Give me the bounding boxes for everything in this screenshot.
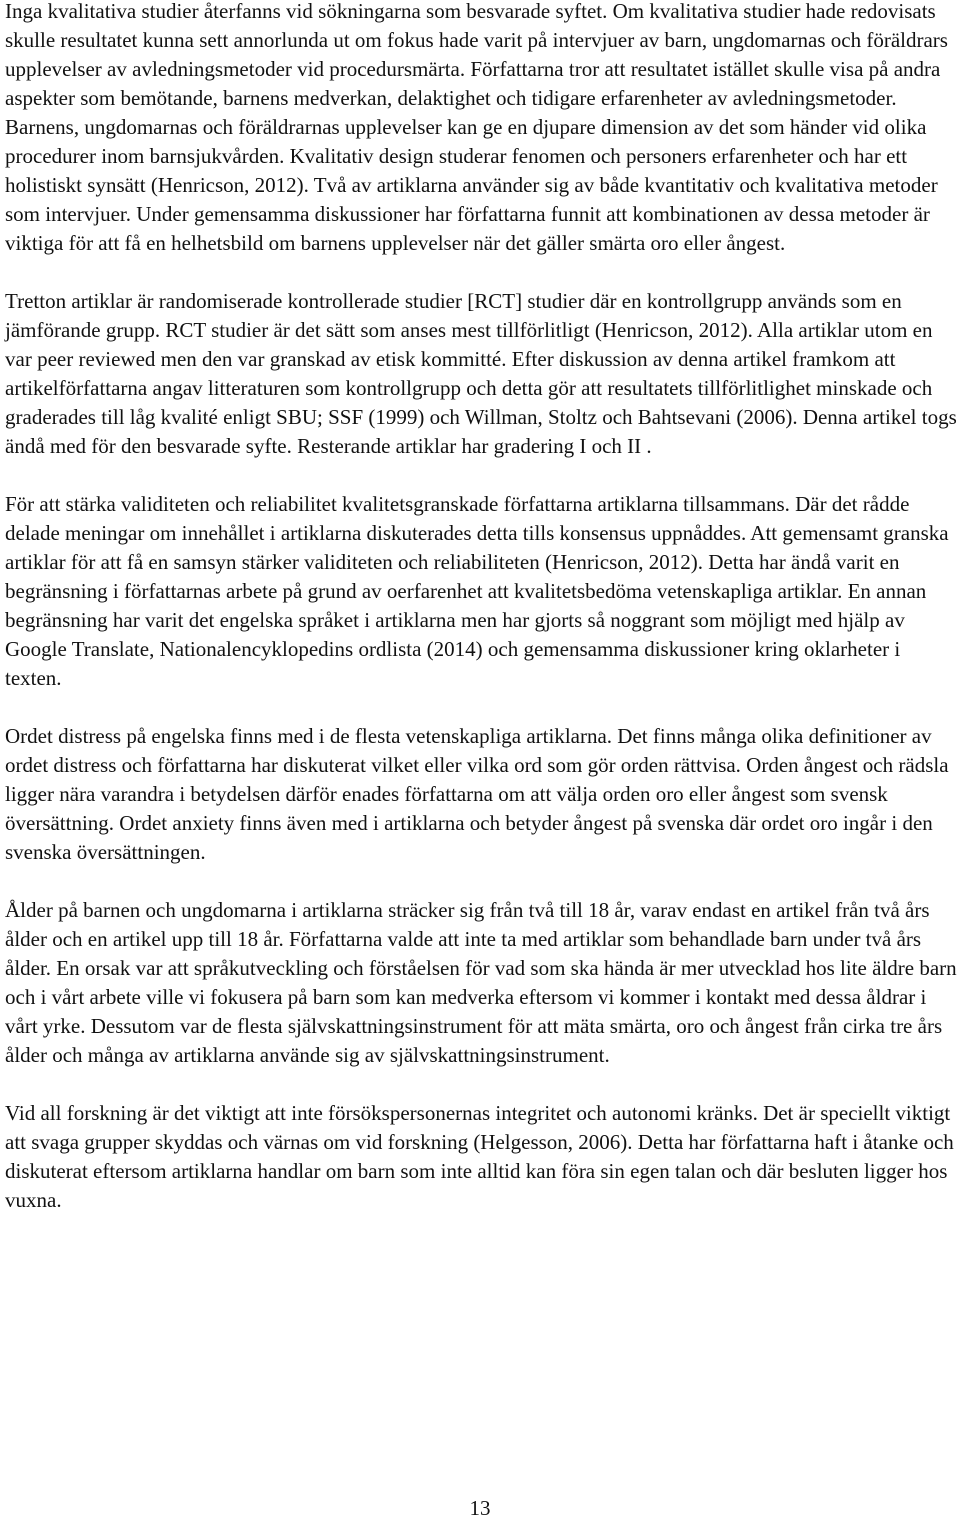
document-body <box>5 0 960 1244</box>
paragraph-distress-term: Ordet distress på engelska finns med i de flesta vetenskapliga artiklarna. Det finns många olika definitioner av ordet distress och författarna har diskuterat vilket eller vilka ord som gör orden rättvisa. Orden ångest och rädsla ligger nära varandra i betydelsen därför enades författarna om att välja orden oro eller ångest som svensk översättning. Ordet anxiety finns även med i artiklarna och betyder ångest på svenska där ordet oro ingår i den svenska översättningen. <box>5 724 949 864</box>
paragraph-rct-studies: Tretton artiklar är randomiserade kontrollerade studier [RCT] studier där en kontrollgrupp används som en jämförande grupp. RCT studier är det sätt som anses mest tillförlitligt (Henricson, 2012). Alla artiklar utom en var peer reviewed men den var granskad av etisk kommitté. Efter diskussion av denna artikel framkom att artikelförfattarna angav litteraturen som kontrollgrupp och detta gör att resultatets tillförlitlighet minskade och graderades till låg kvalité enligt SBU; SSF (1999) och Willman, Stoltz och Bahtsevani (2006). Denna artikel togs ändå med för den besvarade syfte. Resterande artiklar har gradering I och II . <box>5 289 957 458</box>
page-number: 13 <box>469 1496 491 1520</box>
paragraph-validity-reliability: För att stärka validiteten och reliabilitet kvalitetsgranskade författarna artiklarna tillsammans. Där det rådde delade meningar om innehållet i artiklarna diskuterades detta tills konsensus uppnåddes. Att gemensamt granska artiklar för att få en samsyn stärker validiteten och reliabiliteten (Henricson, 2012). Detta har ändå varit en begränsning i författarnas arbete på grund av oerfarenhet att kvalitetsbedöma vetenskapliga artiklar. En annan begränsning har varit det engelska språket i artiklarna men har gjorts så noggrant som möjligt med hjälp av Google Translate, Nationalencyklopedins ordlista (2014) och gemensamma diskussioner kring oklarheter i texten. <box>5 492 949 690</box>
paragraph-qualitative-studies: Inga kvalitativa studier återfanns vid sökningarna som besvarade syftet. Om kvalitativa studier hade redovisats skulle resultatet kunna sett annorlunda ut om fokus hade varit på intervjuer av barn, ungdomarnas och föräldrars upplevelser av avledningsmetoder vid procedursmärta. Författarna tror att resultatet istället skulle visa på andra aspekter som bemötande, barnens medverkan, delaktighet och tidigare erfarenheter av avledningsmetoder. Barnens, ungdomarnas och föräldrarnas upplevelser kan ge en djupare dimension av det som händer vid olika procedurer inom barnsjukvården. Kvalitativ design studerar fenomen och personers erfarenheter och har ett holistiskt synsätt (Henricson, 2012). Två av artiklarna använder sig av både kvantitativ och kvalitativa metoder som intervjuer. Under gemensamma diskussioner har författarna funnit att kombinationen av dessa metoder är viktiga för att få en helhetsbild om barnens upplevelser när det gäller smärta oro eller ångest. <box>5 0 948 255</box>
paragraph-research-ethics: Vid all forskning är det viktigt att inte försökspersonernas integritet och autonomi kränks. Det är speciellt viktigt att svaga grupper skyddas och värnas om vid forskning (Helgesson, 2006). Detta har författarna haft i åtanke och diskuterat eftersom artiklarna handlar om barn som inte alltid kan föra sin egen talan och där besluten ligger hos vuxna. <box>5 1101 954 1212</box>
paragraph-age-range: Ålder på barnen och ungdomarna i artiklarna sträcker sig från två till 18 år, varav endast en artikel från två års ålder och en artikel upp till 18 år. Författarna valde att inte ta med artiklar som behandlade barn under två års ålder. En orsak var att språkutveckling och förståelsen för vad som ska hända är mer utvecklad hos lite äldre barn och i vårt arbete ville vi fokusera på barn som kan medverka eftersom vi kommer i kontakt med dessa åldrar i vårt yrke. Dessutom var de flesta självskattningsinstrument för att mäta smärta, oro och ångest från cirka tre års ålder och många av artiklarna använde sig av självskattningsinstrument. <box>5 898 957 1067</box>
